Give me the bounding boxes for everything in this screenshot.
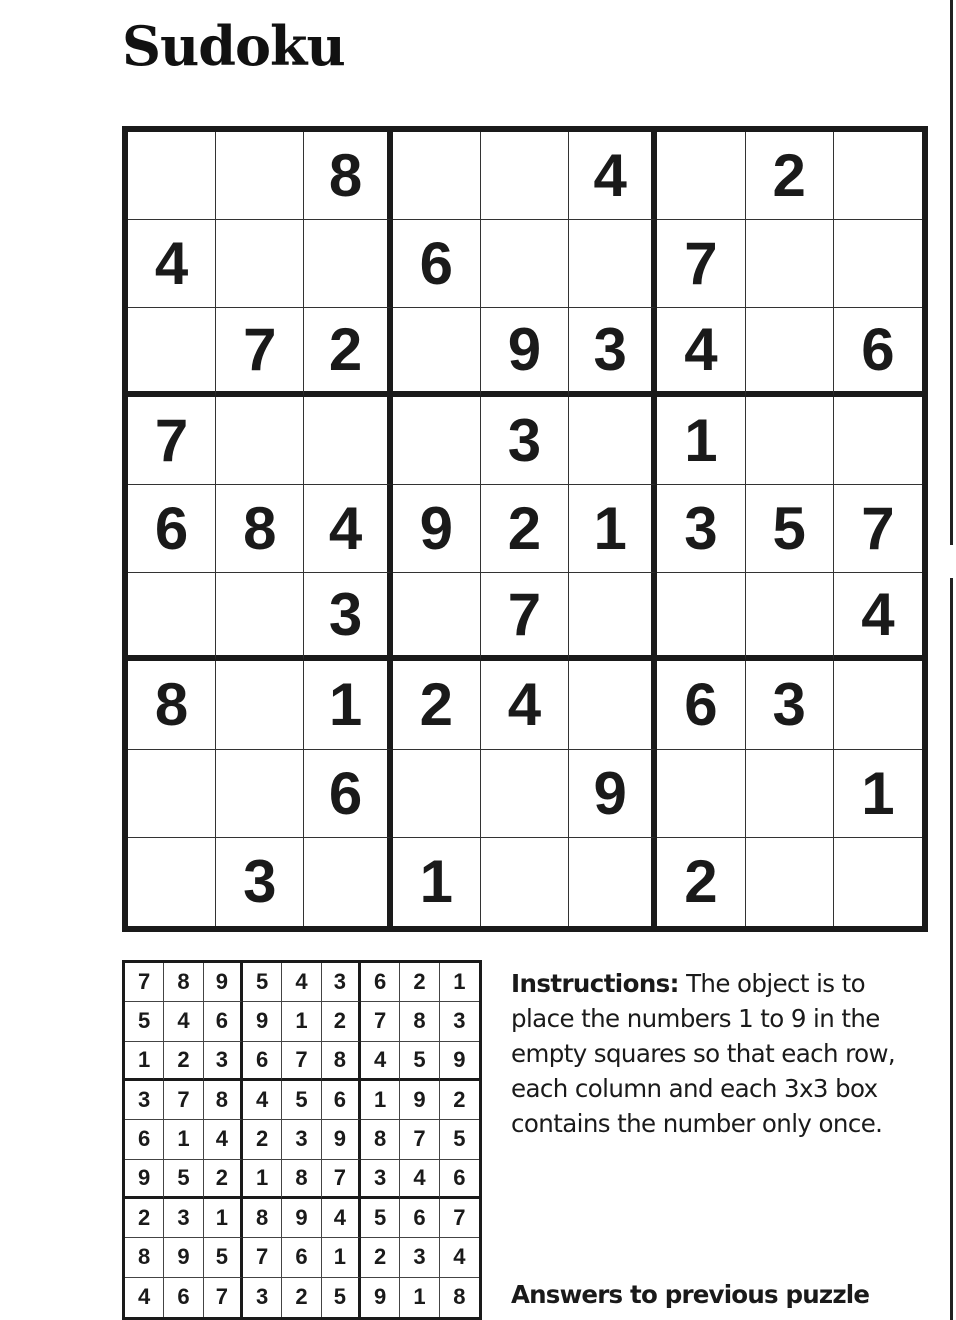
board-cell-r4c3[interactable] bbox=[304, 397, 392, 485]
board-cell-r9c9[interactable] bbox=[834, 838, 922, 926]
board-cell-r7c2[interactable] bbox=[216, 661, 304, 749]
answer-cell-r4c5: 5 bbox=[282, 1081, 321, 1120]
board-cell-r4c9[interactable] bbox=[834, 397, 922, 485]
board-cell-r9c1[interactable] bbox=[128, 838, 216, 926]
board-cell-r1c9[interactable] bbox=[834, 132, 922, 220]
answer-cell-r3c8: 5 bbox=[400, 1042, 439, 1081]
board-cell-r2c9[interactable] bbox=[834, 220, 922, 308]
board-cell-r3c5: 9 bbox=[481, 308, 569, 396]
answer-cell-r6c5: 8 bbox=[282, 1160, 321, 1199]
answer-cell-r1c2: 8 bbox=[164, 963, 203, 1002]
page-title: Sudoku bbox=[122, 14, 345, 78]
board-cell-r6c8[interactable] bbox=[746, 573, 834, 661]
board-cell-r8c9: 1 bbox=[834, 750, 922, 838]
answer-cell-r7c8: 6 bbox=[400, 1199, 439, 1238]
board-cell-r5c2: 8 bbox=[216, 485, 304, 573]
board-cell-r9c3[interactable] bbox=[304, 838, 392, 926]
board-cell-r4c8[interactable] bbox=[746, 397, 834, 485]
answer-cell-r1c5: 4 bbox=[282, 963, 321, 1002]
board-cell-r7c5: 4 bbox=[481, 661, 569, 749]
board-cell-r2c2[interactable] bbox=[216, 220, 304, 308]
answer-cell-r6c6: 7 bbox=[322, 1160, 361, 1199]
answer-cell-r4c4: 4 bbox=[243, 1081, 282, 1120]
answer-cell-r5c2: 1 bbox=[164, 1120, 203, 1159]
answer-cell-r1c6: 3 bbox=[322, 963, 361, 1002]
board-cell-r3c7: 4 bbox=[657, 308, 745, 396]
board-cell-r5c9: 7 bbox=[834, 485, 922, 573]
answer-cell-r6c3: 2 bbox=[204, 1160, 243, 1199]
board-cell-r7c8: 3 bbox=[746, 661, 834, 749]
board-cell-r3c9: 6 bbox=[834, 308, 922, 396]
board-cell-r7c1: 8 bbox=[128, 661, 216, 749]
answer-cell-r2c2: 4 bbox=[164, 1002, 203, 1041]
board-cell-r7c3: 1 bbox=[304, 661, 392, 749]
board-cell-r8c1[interactable] bbox=[128, 750, 216, 838]
board-cell-r6c5: 7 bbox=[481, 573, 569, 661]
answer-cell-r5c6: 9 bbox=[322, 1120, 361, 1159]
answer-cell-r1c1: 7 bbox=[125, 963, 164, 1002]
board-cell-r6c9: 4 bbox=[834, 573, 922, 661]
answer-cell-r8c1: 8 bbox=[125, 1238, 164, 1277]
answer-cell-r8c8: 3 bbox=[400, 1238, 439, 1277]
board-cell-r7c6[interactable] bbox=[569, 661, 657, 749]
board-cell-r5c7: 3 bbox=[657, 485, 745, 573]
board-cell-r5c3: 4 bbox=[304, 485, 392, 573]
answer-cell-r2c1: 5 bbox=[125, 1002, 164, 1041]
instructions bbox=[511, 966, 906, 1141]
board-cell-r9c6[interactable] bbox=[569, 838, 657, 926]
answer-cell-r3c4: 6 bbox=[243, 1042, 282, 1081]
answer-cell-r7c5: 9 bbox=[282, 1199, 321, 1238]
answer-cell-r3c1: 1 bbox=[125, 1042, 164, 1081]
answer-cell-r7c6: 4 bbox=[322, 1199, 361, 1238]
board-cell-r2c6[interactable] bbox=[569, 220, 657, 308]
answer-cell-r2c7: 7 bbox=[361, 1002, 400, 1041]
board-cell-r7c7: 6 bbox=[657, 661, 745, 749]
board-cell-r6c7[interactable] bbox=[657, 573, 745, 661]
previous-solution-grid bbox=[122, 960, 482, 1320]
answers-caption: Answers to previous puzzle bbox=[511, 1280, 870, 1309]
answer-cell-r8c2: 9 bbox=[164, 1238, 203, 1277]
answer-cell-r9c9: 8 bbox=[453, 1284, 466, 1310]
answer-cell-r2c8: 8 bbox=[400, 1002, 439, 1041]
answer-cell-r2c6: 2 bbox=[322, 1002, 361, 1041]
answer-cell-r1c9: 1 bbox=[440, 963, 479, 1002]
board-cell-r8c2[interactable] bbox=[216, 750, 304, 838]
answer-cell-r4c6: 6 bbox=[322, 1081, 361, 1120]
board-cell-r6c4[interactable] bbox=[393, 573, 481, 661]
answer-cell-r1c7: 6 bbox=[361, 963, 400, 1002]
board-cell-r9c4: 1 bbox=[393, 838, 481, 926]
board-cell-r6c1[interactable] bbox=[128, 573, 216, 661]
answer-cell-r8c3: 5 bbox=[204, 1238, 243, 1277]
board-cell-r1c8: 2 bbox=[746, 132, 834, 220]
board-cell-r2c3[interactable] bbox=[304, 220, 392, 308]
answer-cell-r4c2: 7 bbox=[164, 1081, 203, 1120]
board-cell-r5c6: 1 bbox=[569, 485, 657, 573]
board-cell-r8c8[interactable] bbox=[746, 750, 834, 838]
answer-cell-r4c1: 3 bbox=[125, 1081, 164, 1120]
answer-cell-r2c9: 3 bbox=[440, 1002, 479, 1041]
answer-cell-r3c3: 3 bbox=[204, 1042, 243, 1081]
board-cell-r3c6: 3 bbox=[569, 308, 657, 396]
answer-cell-r7c2: 3 bbox=[164, 1199, 203, 1238]
board-cell-r3c2: 7 bbox=[216, 308, 304, 396]
board-cell-r8c4[interactable] bbox=[393, 750, 481, 838]
board-cell-r1c5[interactable] bbox=[481, 132, 569, 220]
answer-cell-r9c4: 3 bbox=[243, 1278, 282, 1317]
answer-cell-r8c9: 4 bbox=[440, 1238, 479, 1277]
sudoku-board bbox=[122, 126, 928, 932]
answer-cell-r9c3: 7 bbox=[204, 1278, 243, 1317]
board-cell-r4c5: 3 bbox=[481, 397, 569, 485]
board-cell-r4c6[interactable] bbox=[569, 397, 657, 485]
board-cell-r9c7: 2 bbox=[657, 838, 745, 926]
board-cell-r7c9[interactable] bbox=[834, 661, 922, 749]
answer-cell-r3c6: 8 bbox=[322, 1042, 361, 1081]
board-cell-r5c5: 2 bbox=[481, 485, 569, 573]
board-cell-r4c4[interactable] bbox=[393, 397, 481, 485]
board-cell-r4c7: 1 bbox=[657, 397, 745, 485]
answer-cell-r3c9: 9 bbox=[440, 1042, 479, 1081]
answer-cell-r1c8: 2 bbox=[400, 963, 439, 1002]
answer-cell-r6c7: 3 bbox=[361, 1160, 400, 1199]
board-cell-r1c7[interactable] bbox=[657, 132, 745, 220]
board-cell-r8c7[interactable] bbox=[657, 750, 745, 838]
answer-cell-r2c4: 9 bbox=[243, 1002, 282, 1041]
answer-cell-r5c3: 4 bbox=[204, 1120, 243, 1159]
answer-cell-r3c5: 7 bbox=[282, 1042, 321, 1081]
answer-cell-r4c8: 9 bbox=[400, 1081, 439, 1120]
board-cell-r1c1[interactable] bbox=[128, 132, 216, 220]
instructions-label: Instructions: bbox=[511, 969, 679, 998]
answer-cell-r9c1: 4 bbox=[125, 1278, 164, 1317]
answer-cell-r8c5: 6 bbox=[282, 1238, 321, 1277]
board-cell-r8c3: 6 bbox=[304, 750, 392, 838]
board-cell-r9c5[interactable] bbox=[481, 838, 569, 926]
answer-cell-r5c9: 5 bbox=[440, 1120, 479, 1159]
board-cell-r9c8[interactable] bbox=[746, 838, 834, 926]
board-cell-r2c7: 7 bbox=[657, 220, 745, 308]
answer-cell-r7c4: 8 bbox=[243, 1199, 282, 1238]
board-cell-r6c2[interactable] bbox=[216, 573, 304, 661]
answer-cell-r8c7: 2 bbox=[361, 1238, 400, 1277]
board-cell-r3c1[interactable] bbox=[128, 308, 216, 396]
answer-cell-r1c3: 9 bbox=[204, 963, 243, 1002]
answer-cell-r3c7: 4 bbox=[361, 1042, 400, 1081]
board-cell-r2c1: 4 bbox=[128, 220, 216, 308]
board-cell-r8c6: 9 bbox=[569, 750, 657, 838]
answer-cell-r8c4: 7 bbox=[243, 1238, 282, 1277]
column-divider-bottom bbox=[950, 578, 953, 1320]
board-cell-r4c2[interactable] bbox=[216, 397, 304, 485]
board-cell-r3c3: 2 bbox=[304, 308, 392, 396]
answer-cell-r9c8: 1 bbox=[400, 1278, 439, 1317]
board-cell-r6c3: 3 bbox=[304, 573, 392, 661]
answer-cell-r5c7: 8 bbox=[361, 1120, 400, 1159]
answer-cell-r7c9: 7 bbox=[440, 1199, 479, 1238]
answer-cell-r7c3: 1 bbox=[204, 1199, 243, 1238]
board-cell-r5c8: 5 bbox=[746, 485, 834, 573]
board-cell-r1c2[interactable] bbox=[216, 132, 304, 220]
board-cell-r5c4: 9 bbox=[393, 485, 481, 573]
answer-cell-r7c1: 2 bbox=[125, 1199, 164, 1238]
answer-cell-r9c5: 2 bbox=[282, 1278, 321, 1317]
answer-cell-r6c2: 5 bbox=[164, 1160, 203, 1199]
answer-cell-r5c5: 3 bbox=[282, 1120, 321, 1159]
answer-cell-r8c6: 1 bbox=[322, 1238, 361, 1277]
board-cell-r1c3: 8 bbox=[304, 132, 392, 220]
board-cell-r4c1: 7 bbox=[128, 397, 216, 485]
answer-cell-r6c1: 9 bbox=[125, 1160, 164, 1199]
answer-cell-r6c8: 4 bbox=[400, 1160, 439, 1199]
answer-cell-r5c8: 7 bbox=[400, 1120, 439, 1159]
board-cell-r2c5[interactable] bbox=[481, 220, 569, 308]
answer-cell-r2c5: 1 bbox=[282, 1002, 321, 1041]
board-cell-r7c4: 2 bbox=[393, 661, 481, 749]
instructions-text: The object is to place the numbers 1 to 9 in the empty squares so that each row, each column and each 3x3 box contains the number only once. bbox=[511, 969, 896, 1138]
board-cell-r8c5[interactable] bbox=[481, 750, 569, 838]
board-cell-r5c1: 6 bbox=[128, 485, 216, 573]
column-divider-top bbox=[950, 0, 953, 545]
answer-cell-r4c7: 1 bbox=[361, 1081, 400, 1120]
board-cell-r1c4[interactable] bbox=[393, 132, 481, 220]
board-cell-r2c4: 6 bbox=[393, 220, 481, 308]
answer-cell-r5c4: 2 bbox=[243, 1120, 282, 1159]
answer-cell-r1c4: 5 bbox=[243, 963, 282, 1002]
board-cell-r6c6[interactable] bbox=[569, 573, 657, 661]
answer-cell-r5c1: 6 bbox=[125, 1120, 164, 1159]
answer-cell-r9c2: 6 bbox=[164, 1278, 203, 1317]
board-cell-r1c6: 4 bbox=[569, 132, 657, 220]
answer-cell-r6c4: 1 bbox=[243, 1160, 282, 1199]
answer-cell-r4c9: 2 bbox=[440, 1081, 479, 1120]
answer-cell-r4c3: 8 bbox=[204, 1081, 243, 1120]
board-cell-r2c8[interactable] bbox=[746, 220, 834, 308]
board-cell-r3c4[interactable] bbox=[393, 308, 481, 396]
answer-cell-r6c9: 6 bbox=[440, 1160, 479, 1199]
answer-cell-r7c7: 5 bbox=[361, 1199, 400, 1238]
answer-cell-r2c3: 6 bbox=[204, 1002, 243, 1041]
answer-cell-r9c6: 5 bbox=[322, 1278, 361, 1317]
board-cell-r9c2: 3 bbox=[216, 838, 304, 926]
board-cell-r3c8[interactable] bbox=[746, 308, 834, 396]
answer-cell-r9c7: 9 bbox=[361, 1278, 400, 1317]
answer-cell-r3c2: 2 bbox=[164, 1042, 203, 1081]
